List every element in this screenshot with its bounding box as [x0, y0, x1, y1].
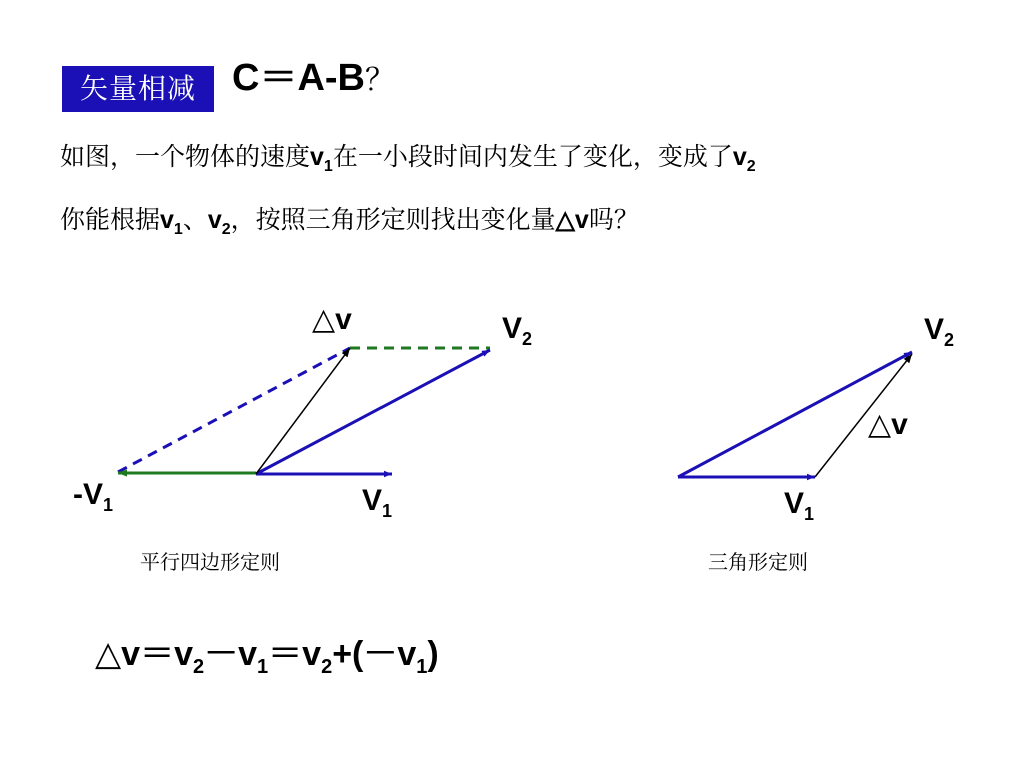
triangle-symbol: △ — [95, 634, 122, 674]
triangle-symbol: △ — [312, 302, 336, 337]
intro-sub-2: 2 — [746, 158, 756, 175]
v2-letter: V — [502, 312, 523, 345]
delta-v-label-right — [868, 408, 908, 442]
v2-label-left — [502, 312, 532, 356]
topic-badge: 矢量相减 — [62, 66, 214, 112]
triangle-caption: 三角形定则 — [708, 550, 808, 574]
equation-part: +(－v — [332, 635, 417, 673]
intro-text: ，按照三角形定则找出变化量 — [230, 205, 556, 234]
v2-subscript: 2 — [944, 330, 955, 350]
intro-symbol-v2: v — [207, 206, 222, 234]
delta-v-equation — [95, 632, 439, 689]
equation-subscript: 2 — [321, 655, 333, 678]
v2-label-right — [924, 313, 954, 357]
triangle-symbol: △ — [868, 407, 892, 442]
equation-part: ＝v — [268, 635, 322, 673]
v1-label-right — [784, 487, 814, 531]
v1-subscript: 1 — [382, 501, 393, 521]
equation-subscript: 1 — [257, 655, 269, 678]
intro-text: 吗？ — [588, 205, 639, 234]
v1-letter: V — [362, 484, 383, 517]
intro-sub-2: 2 — [221, 221, 231, 238]
intro-symbol-v1: v — [160, 206, 174, 234]
title-formula-text: C＝A-B — [232, 57, 365, 99]
parallelogram-caption: 平行四边形定则 — [140, 550, 280, 574]
intro-text: 你能根据 — [60, 205, 161, 234]
equation-part: ) — [427, 635, 439, 673]
v1-label-left — [362, 484, 392, 528]
title-question-mark: ？ — [364, 63, 395, 98]
intro-text: 在一小段时间内发生了变化，变成了 — [332, 142, 733, 171]
delta-v-arrow — [256, 348, 350, 474]
intro-text: 如图，一个物体的速度 — [60, 142, 311, 171]
neg-v1-subscript: 1 — [103, 495, 114, 515]
intro-sub-1: 1 — [323, 158, 333, 175]
v1-subscript: 1 — [804, 504, 815, 524]
v2-subscript: 2 — [522, 329, 533, 349]
dashed-neg-v1-to-delta — [118, 348, 350, 472]
neg-v1-label — [73, 478, 113, 522]
delta-v-letter: v — [335, 303, 352, 336]
equation-part: －v — [204, 635, 258, 673]
equation-subscript: 2 — [192, 655, 205, 678]
intro-separator: 、 — [182, 205, 208, 234]
delta-v-label-left — [312, 303, 352, 337]
delta-v-letter: v — [891, 408, 908, 441]
v1-letter: V — [784, 487, 805, 520]
equation-part: v＝v — [121, 635, 193, 673]
intro-symbol-v2: v — [732, 143, 747, 171]
equation-subscript: 1 — [416, 655, 428, 678]
neg-v1-letter: -V — [73, 478, 103, 511]
v2-arrow — [256, 350, 490, 474]
v2-letter: V — [924, 313, 945, 346]
intro-delta-v: △v — [555, 206, 589, 234]
intro-symbol-v1: v — [310, 143, 324, 171]
parallelogram-diagram — [118, 348, 490, 474]
intro-sub-1: 1 — [173, 221, 183, 238]
